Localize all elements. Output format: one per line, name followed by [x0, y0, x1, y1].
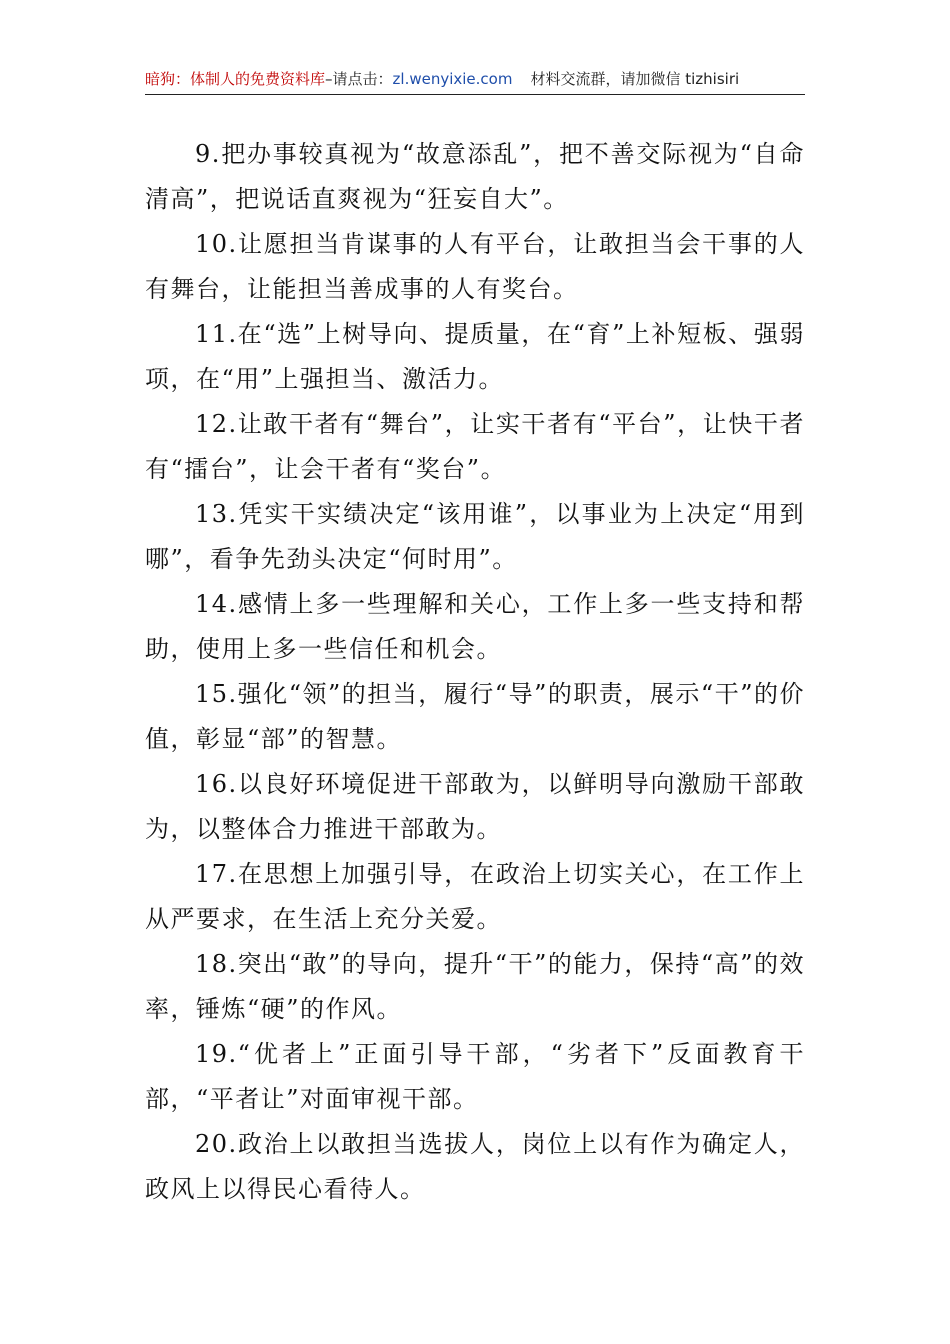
list-item: 10.让愿担当肯谋事的人有平台，让敢担当会干事的人有舞台，让能担当善成事的人有奖台。 [145, 230, 805, 303]
header-link[interactable]: zl.wenyixie.com [392, 70, 513, 88]
list-item: 16.以良好环境促进干部敢为，以鲜明导向激励干部敢为，以整体合力推进干部敢为。 [145, 770, 805, 843]
document-body [145, 132, 805, 1212]
list-item: 11.在“选”上树导向、提质量，在“育”上补短板、强弱项，在“用”上强担当、激活力。 [145, 320, 805, 393]
header-brand: 暗狗：体制人的免费资料库 [145, 70, 326, 88]
list-item: 15.强化“领”的担当，履行“导”的职责，展示“干”的价值，彰显“部”的智慧。 [145, 680, 805, 753]
list-item: 18.突出“敢”的导向，提升“干”的能力，保持“高”的效率，锤炼“硬”的作风。 [145, 950, 805, 1023]
list-item: 13.凭实干实绩决定“该用谁”，以事业为上决定“用到哪”，看争先劲头决定“何时用”。 [145, 500, 805, 573]
list-item: 14.感情上多一些理解和关心，工作上多一些支持和帮助，使用上多一些信任和机会。 [145, 590, 805, 663]
list-item: 17.在思想上加强引导，在政治上切实关心，在工作上从严要求，在生活上充分关爱。 [145, 860, 805, 933]
header-cta: –请点击： [325, 70, 393, 88]
list-item: 9.把办事较真视为“故意添乱”，把不善交际视为“自命清高”，把说话直爽视为“狂妄自大”。 [145, 140, 805, 213]
page-header [145, 64, 805, 95]
header-group-info: 材料交流群，请加微信 tizhisiri [530, 70, 740, 88]
list-item: 12.让敢干者有“舞台”，让实干者有“平台”，让快干者有“擂台”，让会干者有“奖台”。 [145, 410, 805, 483]
list-item: 19.“优者上”正面引导干部，“劣者下”反面教育干部，“平者让”对面审视干部。 [145, 1040, 805, 1113]
list-item: 20.政治上以敢担当选拔人，岗位上以有作为确定人，政风上以得民心看待人。 [145, 1130, 805, 1203]
